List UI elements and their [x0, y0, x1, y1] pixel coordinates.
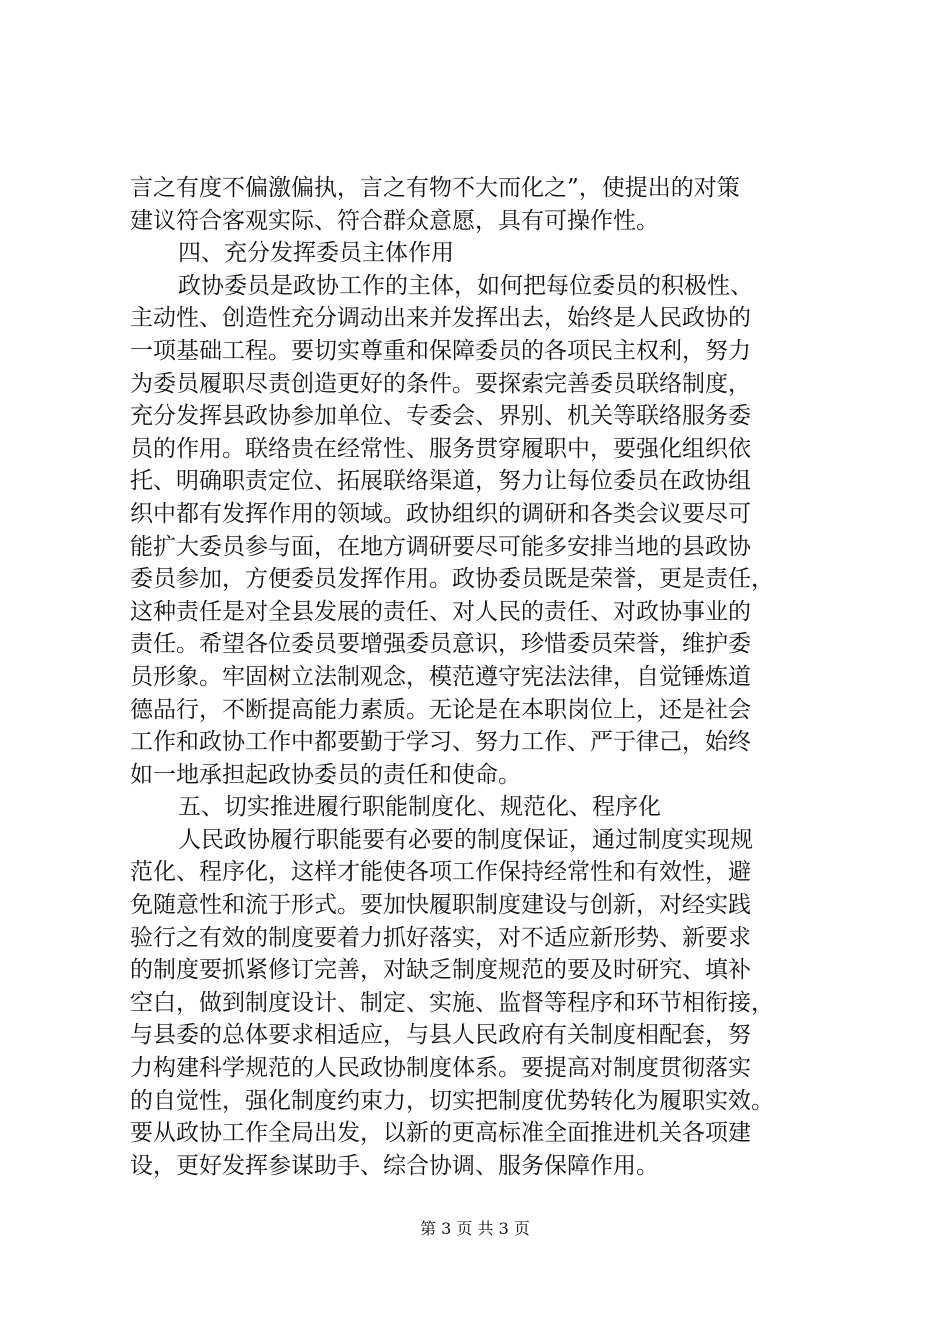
text-line: 力构建科学规范的人民政协制度体系。要提高对制度贯彻落实: [130, 1055, 751, 1082]
text-line: 托、明确职责定位、拓展联络渠道，努力让每位委员在政协组: [130, 468, 751, 495]
text-line: 为委员履职尽责创造更好的条件。要探索完善委员联络制度，: [130, 370, 751, 397]
text-line: 设，更好发挥参谋助手、综合协调、服务保障作用。: [130, 1152, 659, 1179]
document-body: [130, 172, 840, 1182]
text-line: 要从政协工作全局出发，以新的更高标准全面推进机关各项建: [130, 1120, 751, 1147]
text-line: 验行之有效的制度要着力抓好落实，对不适应新形势、新要求: [130, 924, 751, 951]
text-line: 员形象。牢固树立法制观念，模范遵守宪法法律，自觉锤炼道: [130, 663, 751, 690]
text-line: 的制度要抓紧修订完善，对缺乏制度规范的要及时研究、填补: [130, 957, 751, 984]
text-line: 织中都有发挥作用的领域。政协组织的调研和各类会议要尽可: [130, 500, 751, 527]
text-line: 责任。希望各位委员要增强委员意识，珍惜委员荣誉，维护委: [130, 631, 751, 658]
text-line: 一项基础工程。要切实尊重和保障委员的各项民主权利，努力: [130, 337, 751, 364]
text-line: 如一地承担起政协委员的责任和使命。: [130, 761, 521, 788]
text-line: 这种责任是对全县发展的责任、对人民的责任、对政协事业的: [130, 598, 751, 625]
text-line: 德品行，不断提高能力素质。无论是在本职岗位上，还是社会: [130, 696, 751, 723]
text-line: 工作和政协工作中都要勤于学习、努力工作、严于律己，始终: [130, 729, 751, 756]
text-line: 主动性、创造性充分调动出来并发挥出去，始终是人民政协的: [130, 305, 751, 332]
text-line: 员的作用。联络贵在经常性、服务贯穿履职中，要强化组织依: [130, 435, 751, 462]
text-line: 免随意性和流于形式。要加快履职制度建设与创新，对经实践: [130, 892, 751, 919]
text-line: 与县委的总体要求相适应，与县人民政府有关制度相配套，努: [130, 1022, 751, 1049]
text-line: 人民政协履行职能要有必要的制度保证，通过制度实现规: [178, 826, 753, 853]
text-line: 四、充分发挥委员主体作用: [178, 240, 454, 267]
page-footer: 第 3 页 共 3 页: [420, 1219, 530, 1238]
text-line: 的自觉性，强化制度约束力，切实把制度优势转化为履职实效。: [130, 1087, 774, 1114]
text-line: 言之有度不偏激偏执，言之有物不大而化之”，使提出的对策: [130, 175, 740, 201]
text-line: 充分发挥县政协参加单位、专委会、界别、机关等联络服务委: [130, 403, 751, 430]
text-line: 空白，做到制度设计、制定、实施、监督等程序和环节相衔接，: [130, 989, 774, 1016]
text-line: 能扩大委员参与面，在地方调研要尽可能多安排当地的县政协: [130, 533, 751, 560]
text-line: 建议符合客观实际、符合群众意愿，具有可操作性。: [130, 207, 659, 234]
text-line: 范化、程序化，这样才能使各项工作保持经常性和有效性，避: [130, 859, 751, 886]
text-line: 政协委员是政协工作的主体，如何把每位委员的积极性、: [178, 272, 753, 299]
text-line: 委员参加，方便委员发挥作用。政协委员既是荣誉，更是责任，: [130, 566, 774, 593]
text-line: 五、切实推进履行职能制度化、规范化、程序化: [178, 794, 661, 821]
